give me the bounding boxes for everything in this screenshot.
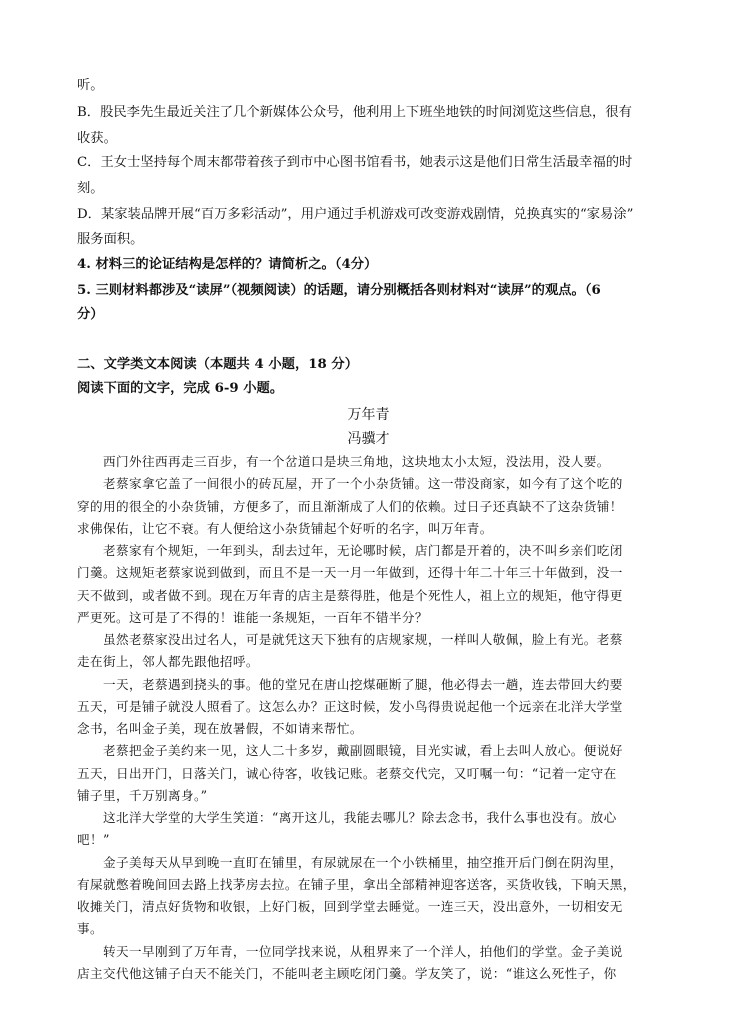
story-line: 转天一早刚到了万年青，一位同学找来说，从租界来了一个洋人，拍他们的学堂。金子美说 <box>77 943 623 959</box>
story-line: 五天，可是铺子就没人照看了。这怎么办？正这时候，发小鸟得贵说起他一个远亲在北洋大学堂 <box>77 698 623 714</box>
question-text-line: 听。 <box>77 78 104 93</box>
story-line: 天不做到，或者做不到。现在万年青的店主是蔡得胜，他是个死性人，祖上立的规矩，他守得更 <box>77 587 623 603</box>
story-author: 冯骥才 <box>347 431 390 447</box>
story-line: 穿的用的很全的小杂货铺，方便多了，而且渐渐成了人们的依赖。过日子还真缺不了这杂货铺！ <box>77 498 623 514</box>
story-line: 走在街上，邻人都先跟他招呼。 <box>77 654 259 670</box>
story-line: 店主交代他这铺子白天不能关门，不能叫老主顾吃闭门羹。学友笑了，说：“谁这么死性子，你 <box>77 965 617 981</box>
story-title: 万年青 <box>347 407 390 423</box>
option-c-line: C．王女士坚持每个周末都带着孩子到市中心图书馆看书，她表示这是他们日常生活最幸福的时 <box>77 155 633 170</box>
story-line: 铺子里，千万别离身。” <box>77 787 208 803</box>
option-c-line-cont: 刻。 <box>77 181 104 196</box>
story-line: 老蔡家拿它盖了一间很小的砖瓦屋，开了一个小杂货铺。这一带没商家，如今有了这个吃的 <box>77 476 623 492</box>
question-5-cont: 分） <box>77 307 104 322</box>
story-line: 事。 <box>77 921 103 937</box>
question-5: 5. 三则材料都涉及“读屏”（视频阅读）的话题，请分别概括各则材料对“读屏”的观点。（6 <box>77 283 601 298</box>
story-line: 金子美每天从早到晚一直盯在铺里，有尿就尿在一个小铁桶里，抽空推开后门倒在阴沟里， <box>77 854 623 870</box>
story-line: 五天，日出开门，日落关门，诚心待客，收钱记账。老蔡交代完，又叮嘱一句：“记着一定守在 <box>77 765 617 781</box>
story-line: 吧！” <box>77 832 110 848</box>
story-line: 有屎就憋着晚间回去路上找茅房去拉。在铺子里，拿出全部精神迎客送客，买货收钱，下晌天黑， <box>77 876 636 892</box>
story-line: 门羹。这规矩老蔡家说到做到，而且不是一天一月一年做到，还得十年二十年三十年做到，没一 <box>77 565 623 581</box>
story-line: 求佛保佑，让它不衰。有人便给这小杂货铺起个好听的名字，叫万年青。 <box>77 520 493 536</box>
story-line: 老蔡家有个规矩，一年到头，刮去过年，无论哪时候，店门都是开着的，决不叫乡亲们吃闭 <box>77 543 623 558</box>
story-line: 严更死。这可是了不得的！谁能一条规矩，一百年不错半分？ <box>77 609 428 625</box>
option-b-line-cont: 收获。 <box>77 131 117 146</box>
story-line: 念书，名叫金子美，现在放暑假，不如请来帮忙。 <box>77 721 363 736</box>
question-4: 4. 材料三的论证结构是怎样的？请简析之。（4分） <box>77 257 378 272</box>
section-instruction: 阅读下面的文字，完成 6-9 小题。 <box>77 381 284 396</box>
story-line: 西门外往西再走三百步，有一个岔道口是块三角地，这块地太小太短，没法用，没人要。 <box>77 454 610 469</box>
option-d-line-cont: 服务面积。 <box>77 232 144 247</box>
section-heading: 二、文学类文本阅读（本题共 4 小题，18 分） <box>77 357 358 372</box>
story-line: 一天，老蔡遇到挠头的事。他的堂兄在唐山挖煤砸断了腿，他必得去一趟，连去带回大约要 <box>77 676 623 692</box>
story-line: 老蔡把金子美约来一见，这人二十多岁，戴副圆眼镜，目光实诚，看上去叫人放心。便说好 <box>77 743 623 759</box>
story-line: 收摊关门，清点好货物和收银，上好门板，回到学堂去睡觉。一连三天，没出意外，一切相安无 <box>77 899 623 914</box>
story-line: 虽然老蔡家没出过名人，可是就凭这天下独有的店规家规，一样叫人敬佩，脸上有光。老蔡 <box>77 632 623 647</box>
option-b-line: B．股民李先生最近关注了几个新媒体公众号，他利用上下班坐地铁的时间浏览这些信息，很有 <box>77 105 632 120</box>
story-line: 这北洋大学堂的大学生笑道：“离开这儿，我能去哪儿？除去念书，我什么事也没有。放心 <box>77 810 617 825</box>
option-d-line: D．某家装品牌开展“百万多彩活动”，用户通过手机游戏可改变游戏剧情，兑换真实的“家易涂” <box>77 207 634 222</box>
